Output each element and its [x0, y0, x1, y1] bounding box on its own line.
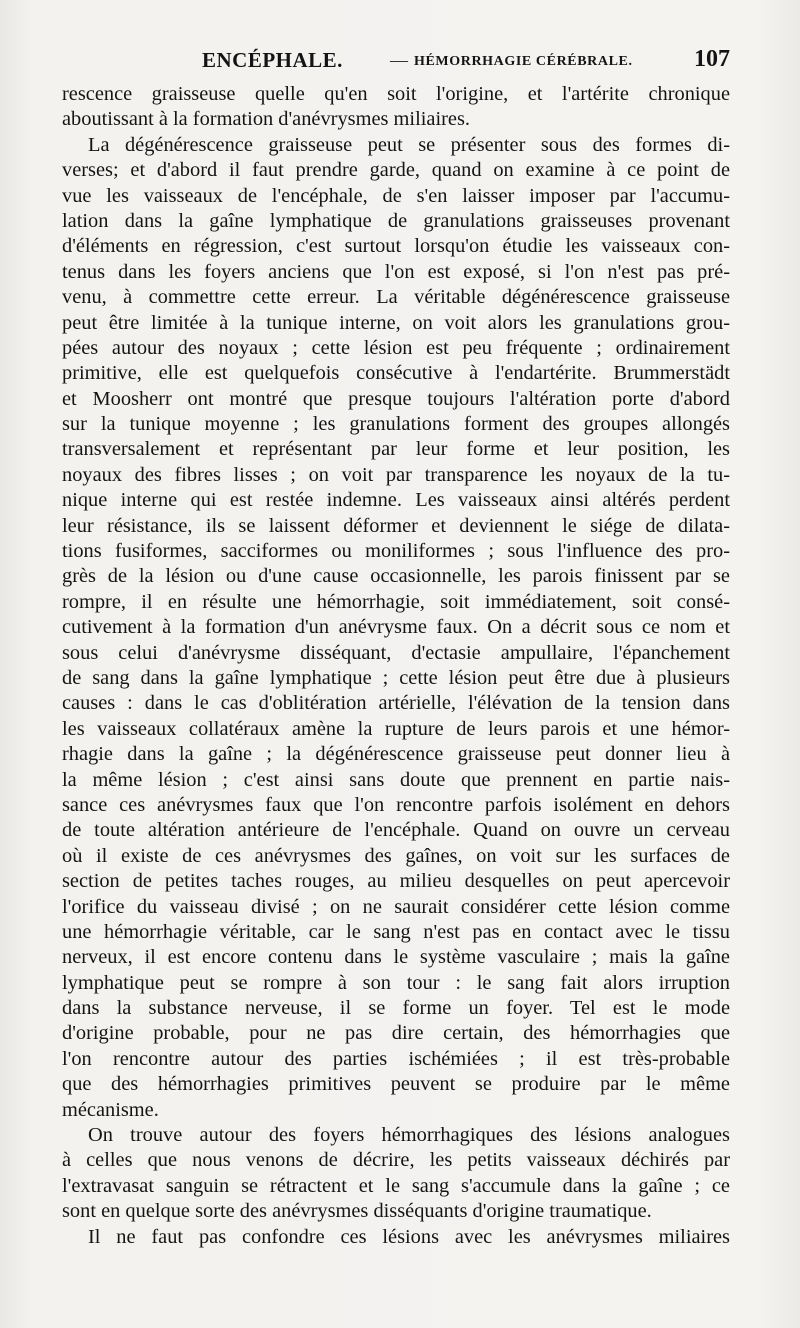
- text-line: On trouve autour des foyers hémorrhagiques des lésions analogues: [88, 1124, 730, 1147]
- text-line: d'éléments en régression, c'est surtout lorsqu'on étudie les vaisseaux con-: [62, 235, 730, 258]
- text-line: venu, à commettre cette erreur. La véritable dégénérescence graisseuse: [62, 286, 730, 309]
- text-line: l'orifice du vaisseau divisé ; on ne saurait considérer cette lésion comme: [62, 895, 730, 918]
- text-line: sur la tunique moyenne ; les granulations forment des groupes allongés: [62, 413, 730, 436]
- header-separator: —: [390, 50, 408, 70]
- text-line: où il existe de ces anévrysmes des gaînes, on voit sur les surfaces de: [62, 844, 730, 867]
- text-line: sont en quelque sorte des anévrysmes disséquants d'origine traumatique.: [62, 1200, 652, 1223]
- text-line: tenus dans les foyers anciens que l'on est exposé, si l'on n'est pas pré-: [62, 260, 730, 283]
- page-number: 107: [694, 46, 730, 72]
- text-line: de toute altération antérieure de l'encéphale. Quand on ouvre un cerveau: [62, 819, 730, 842]
- text-line: rompre, il en résulte une hémorrhagie, soit immédiatement, soit consé-: [62, 590, 730, 613]
- body-text: [62, 82, 730, 1250]
- text-line: que des hémorrhagies primitives peuvent se produire par le même: [62, 1073, 730, 1096]
- text-line: verses; et d'abord il faut prendre garde, quand on examine à ce point de: [62, 159, 730, 182]
- text-line: La dégénérescence graisseuse peut se présenter sous des formes di-: [88, 133, 730, 156]
- text-line: mécanisme.: [62, 1098, 159, 1121]
- text-line: la même lésion ; c'est ainsi sans doute que prennent en partie nais-: [62, 768, 730, 791]
- text-line: leur résistance, ils se laissent déformer et deviennent le siége de dilata-: [62, 514, 730, 537]
- text-line: section de petites taches rouges, au milieu desquelles on peut apercevoir: [62, 870, 730, 893]
- text-line: de sang dans la gaîne lymphatique ; cette lésion peut être due à plusieurs: [62, 666, 730, 689]
- text-line: d'origine probable, pour ne pas dire certain, des hémorrhagies que: [62, 1022, 730, 1045]
- text-line: les vaisseaux collatéraux amène la rupture de leurs parois et une hémor-: [62, 717, 730, 740]
- text-line: Il ne faut pas confondre ces lésions avec les anévrysmes miliaires: [88, 1225, 730, 1248]
- text-line: grès de la lésion ou d'une cause occasionnelle, les parois finissent par se: [62, 565, 730, 588]
- text-line: sous celui d'anévrysme disséquant, d'ectasie ampullaire, l'épanchement: [62, 641, 730, 664]
- header-subtitle: HÉMORRHAGIE CÉRÉBRALE.: [414, 54, 633, 69]
- text-line: vue les vaisseaux de l'encéphale, de s'en laisser imposer par l'accumu-: [62, 184, 730, 207]
- text-line: primitive, elle est quelquefois consécutive à l'endartérite. Brummerstädt: [62, 362, 730, 385]
- text-line: cutivement à la formation d'un anévrysme faux. On a décrit sous ce nom et: [62, 616, 730, 639]
- text-line: et Moosherr ont montré que presque toujours l'altération porte d'abord: [62, 387, 730, 410]
- text-line: une hémorrhagie véritable, car le sang n'est pas en contact avec le tissu: [62, 920, 730, 943]
- text-line: noyaux des fibres lisses ; on voit par transparence les noyaux de la tu-: [62, 463, 730, 486]
- text-line: sance ces anévrysmes faux que l'on rencontre parfois isolément en dehors: [62, 793, 730, 816]
- text-line: rhagie dans la gaîne ; la dégénérescence graisseuse peut donner lieu à: [62, 743, 730, 766]
- text-line: tions fusiformes, sacciformes ou moniliformes ; sous l'influence des pro-: [62, 540, 730, 563]
- text-line: lation dans la gaîne lymphatique de granulations graisseuses provenant: [62, 209, 730, 232]
- text-line: causes : dans le cas d'oblitération artérielle, l'élévation de la tension dans: [62, 692, 730, 715]
- running-header: [62, 46, 730, 78]
- header-title: ENCÉPHALE.: [202, 48, 343, 72]
- text-line: l'extravasat sanguin se rétractent et le sang s'accumule dans la gaîne ; ce: [62, 1174, 730, 1197]
- text-line: l'on rencontre autour des parties ischémiées ; il est très-probable: [62, 1047, 730, 1070]
- text-line: aboutissant à la formation d'anévrysmes miliaires.: [62, 108, 470, 131]
- text-line: lymphatique peut se rompre à son tour : le sang fait alors irruption: [62, 971, 730, 994]
- text-line: rescence graisseuse quelle qu'en soit l'origine, et l'artérite chronique: [62, 83, 730, 105]
- text-line: à celles que nous venons de décrire, les petits vaisseaux déchirés par: [62, 1149, 730, 1172]
- text-line: dans la substance nerveuse, il se forme un foyer. Tel est le mode: [62, 997, 730, 1020]
- text-line: pées autour des noyaux ; cette lésion est peu fréquente ; ordinairement: [62, 336, 730, 359]
- text-line: transversalement et représentant par leur forme et leur position, les: [62, 438, 730, 461]
- text-line: nique interne qui est restée indemne. Les vaisseaux ainsi altérés perdent: [62, 489, 730, 512]
- text-line: nerveux, il est encore contenu dans le système vasculaire ; mais la gaîne: [62, 946, 730, 969]
- text-line: peut être limitée à la tunique interne, on voit alors les granulations grou-: [62, 311, 730, 334]
